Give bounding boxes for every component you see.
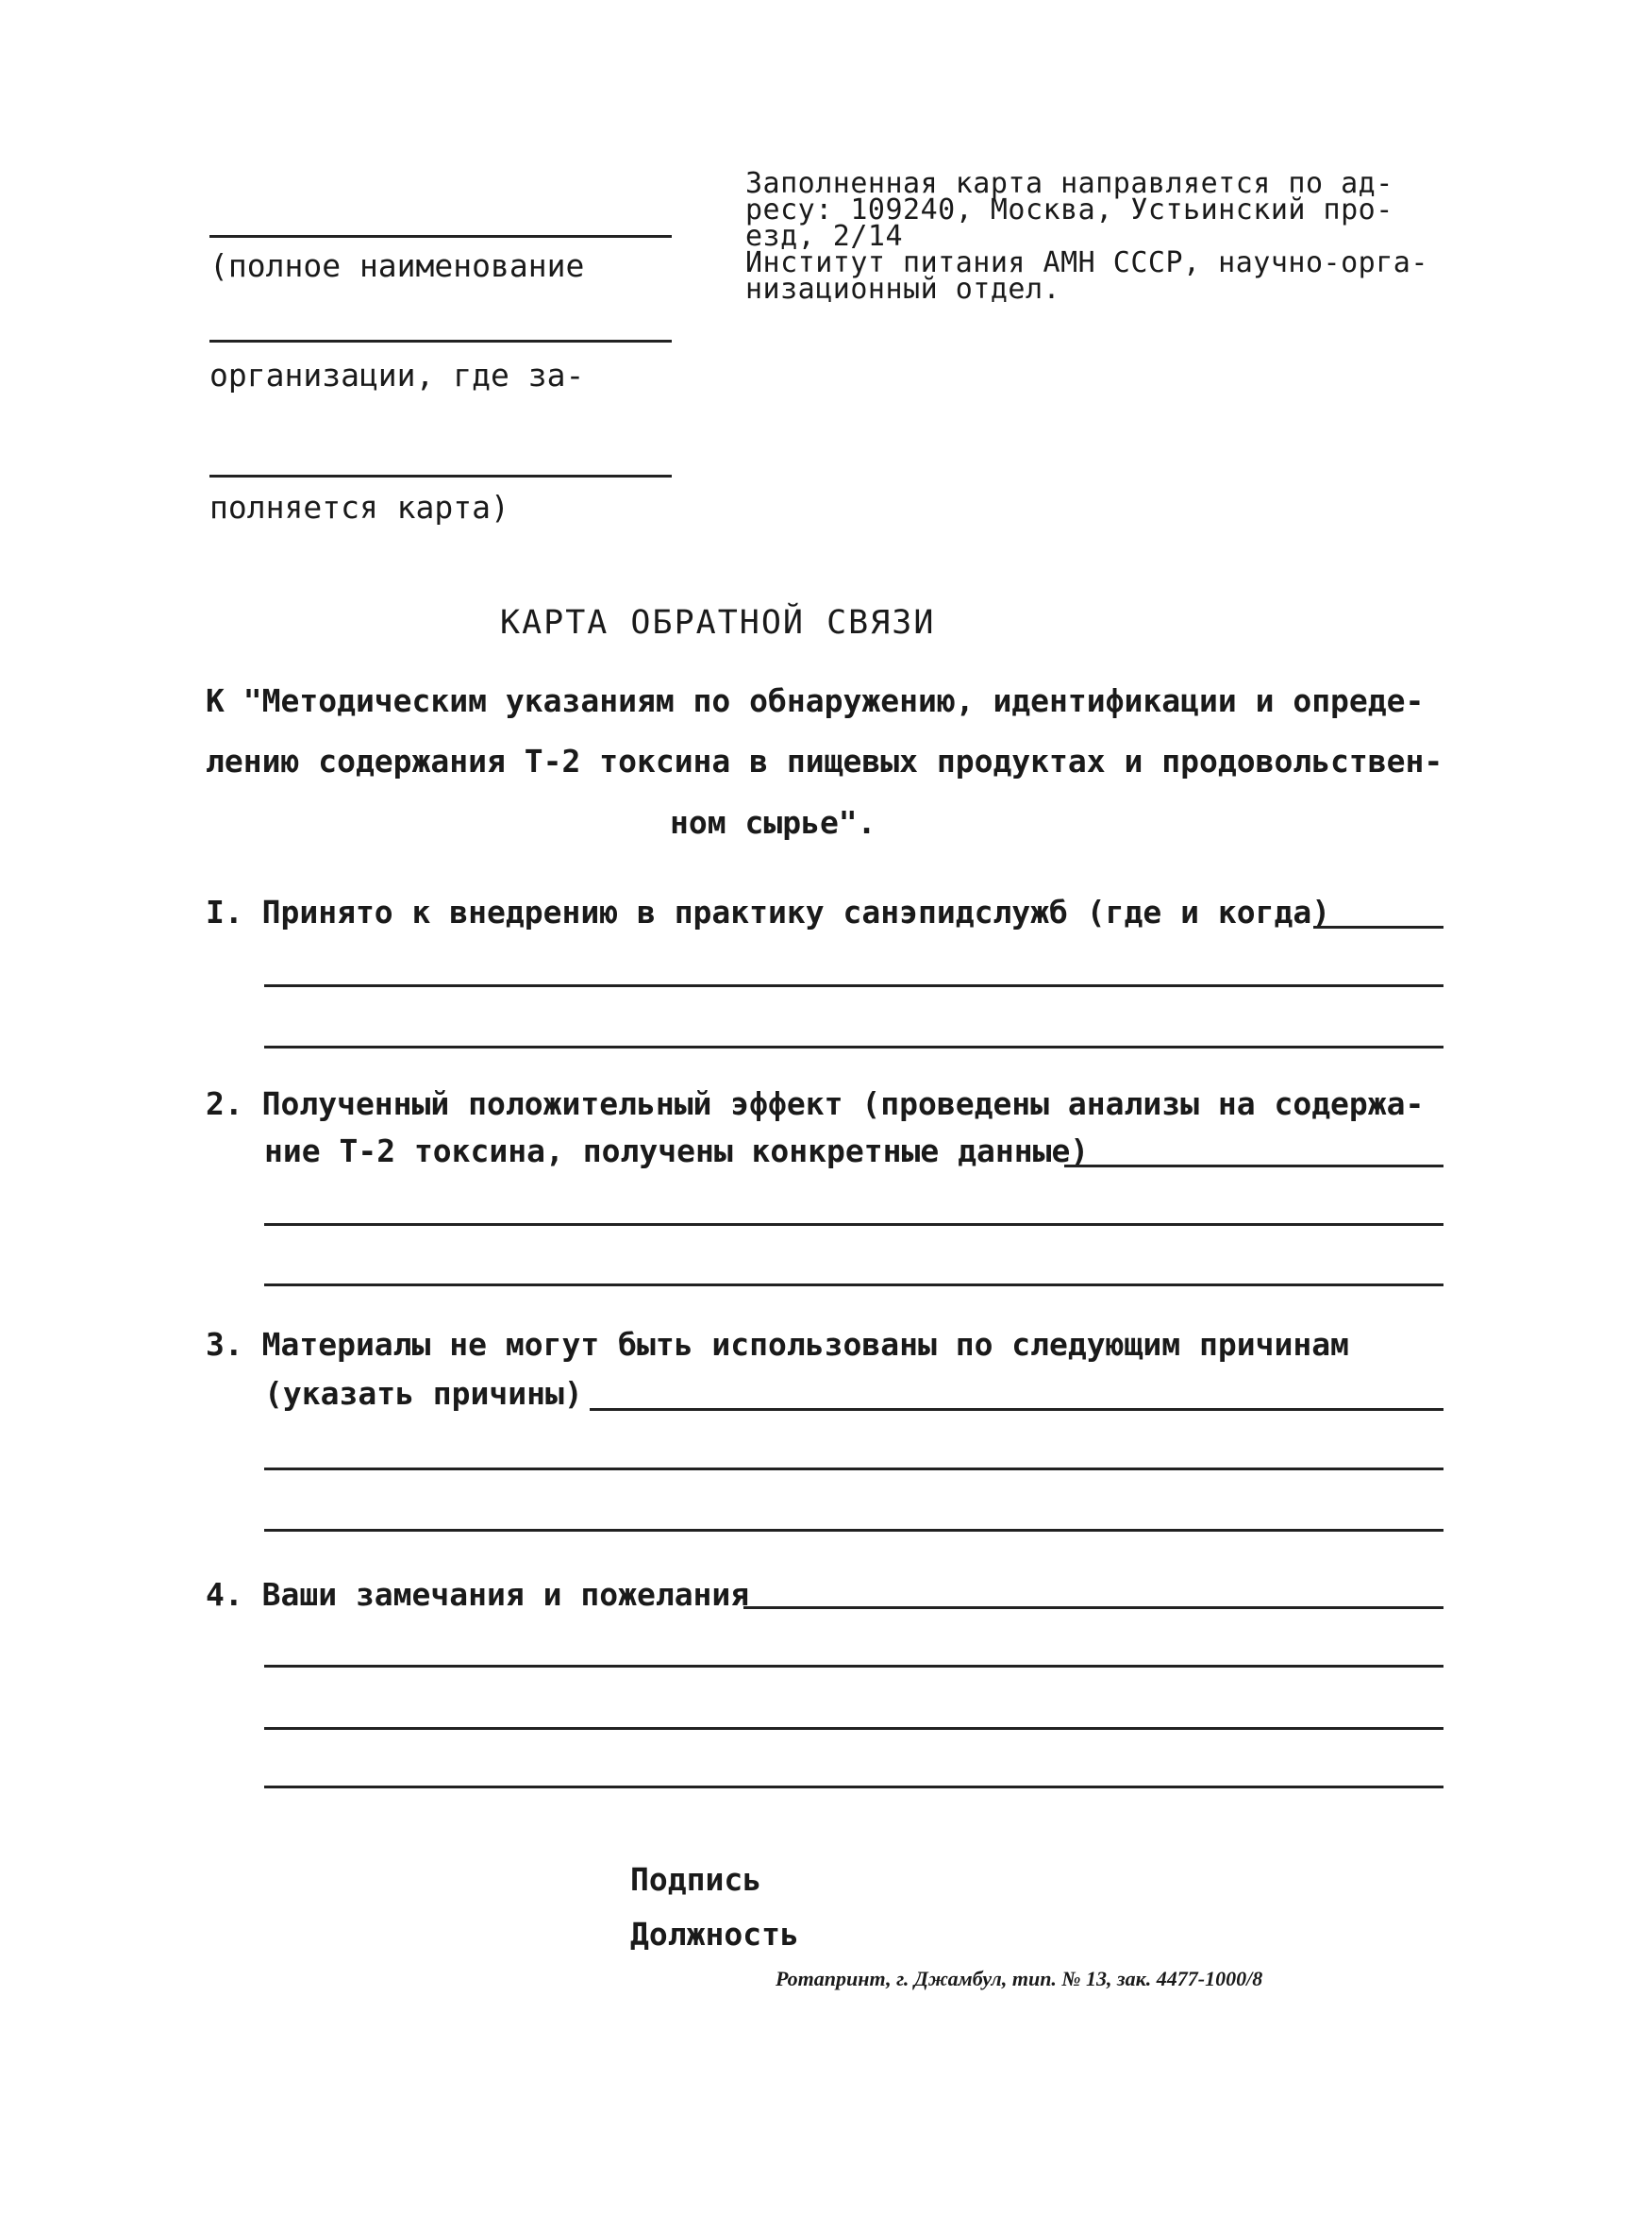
question-3-label-line-1: 3. Материалы не могут быть использованы по следующим причинам bbox=[206, 1326, 1349, 1363]
question-1-label: I. Принято к внедрению в практику санэпидслужб (где и когда) bbox=[206, 894, 1331, 931]
org-label-part3: полняется карта) bbox=[209, 489, 509, 526]
question-2-field-inline[interactable] bbox=[1064, 1165, 1443, 1167]
question-2-label-line-2: ние Т-2 токсина, получены конкретные данные) bbox=[264, 1132, 1090, 1169]
question-3-field-line[interactable] bbox=[264, 1529, 1443, 1532]
org-name-field-2[interactable] bbox=[209, 340, 672, 343]
page-title: КАРТА ОБРАТНОЙ СВЯЗИ bbox=[500, 604, 936, 642]
address-line-2: ресу: 109240, Москва, Устьинский про- bbox=[745, 193, 1393, 226]
question-4-field-line[interactable] bbox=[264, 1727, 1443, 1730]
address-line-3: езд, 2/14 bbox=[745, 220, 904, 253]
question-1-field-line[interactable] bbox=[264, 1046, 1443, 1048]
question-4-field-line[interactable] bbox=[264, 1786, 1443, 1788]
org-label-part2: организации, где за- bbox=[209, 357, 585, 394]
signature-label: Подпись bbox=[630, 1861, 762, 1898]
print-footer: Ротапринт, г. Джамбул, тип. № 13, зак. 4477-1000/8 bbox=[776, 1967, 1263, 1990]
question-2-field-line[interactable] bbox=[264, 1223, 1443, 1226]
intro-line-3: ном сырье". bbox=[670, 804, 876, 841]
question-1-field-inline[interactable] bbox=[1313, 926, 1443, 929]
address-line-1: Заполненная карта направляется по ад- bbox=[745, 167, 1393, 200]
position-label: Должность bbox=[630, 1916, 799, 1953]
org-name-field-1[interactable] bbox=[209, 235, 672, 238]
org-name-field-3[interactable] bbox=[209, 475, 672, 478]
intro-line-2: лению содержания Т-2 токсина в пищевых продуктах и продовольствен- bbox=[206, 743, 1443, 780]
question-3-label-line-2: (указать причины) bbox=[264, 1375, 583, 1412]
question-2-label-line-1: 2. Полученный положительный эффект (проведены анализы на содержа- bbox=[206, 1085, 1425, 1122]
address-line-4: Институт питания АМН СССР, научно-орга- bbox=[745, 246, 1428, 279]
question-4-field-inline[interactable] bbox=[743, 1606, 1443, 1609]
question-4-field-line[interactable] bbox=[264, 1665, 1443, 1668]
question-3-field-inline[interactable] bbox=[590, 1408, 1443, 1411]
question-4-label: 4. Ваши замечания и пожелания bbox=[206, 1576, 750, 1613]
question-1-field-line[interactable] bbox=[264, 984, 1443, 987]
question-3-field-line[interactable] bbox=[264, 1468, 1443, 1470]
address-line-5: низационный отдел. bbox=[745, 273, 1061, 306]
intro-line-1: К "Методическим указаниям по обнаружению, идентификации и опреде- bbox=[206, 682, 1425, 719]
org-label-part1: (полное наименование bbox=[209, 247, 585, 284]
question-2-field-line[interactable] bbox=[264, 1283, 1443, 1286]
